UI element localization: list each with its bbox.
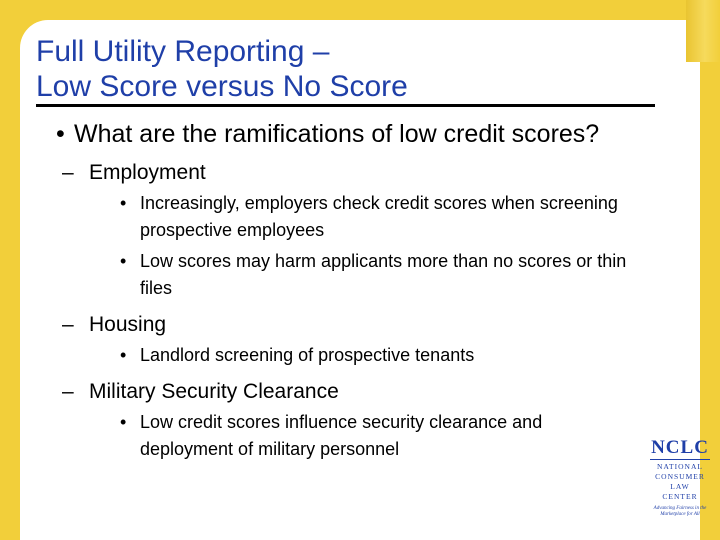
- slide-title: [36, 34, 656, 104]
- bullet-icon: •: [56, 120, 65, 148]
- section-heading: Housing: [89, 313, 167, 336]
- section-military: [62, 379, 646, 405]
- logo-line: NATIONAL: [657, 462, 703, 471]
- dash-icon: –: [62, 380, 74, 403]
- sub-bullet: [56, 409, 640, 463]
- nclc-logo: [644, 438, 716, 524]
- sub-bullet-text: Increasingly, employers check credit scores when screening prospective employees: [140, 193, 618, 240]
- main-bullet: [56, 119, 646, 150]
- sub-bullet-text: Low scores may harm applicants more than no scores or thin files: [140, 251, 627, 298]
- main-bullet-text: What are the ramifications of low credit scores?: [74, 120, 600, 148]
- title-line-2: Low Score versus No Score: [36, 70, 408, 103]
- slide-body: [56, 119, 646, 463]
- title-underline: [36, 104, 655, 107]
- sub-bullet: [56, 190, 640, 244]
- dash-icon: –: [62, 161, 74, 184]
- frame-corner-accent: [686, 0, 720, 62]
- sub-bullet-text: Low credit scores influence security clearance and deployment of military personnel: [140, 412, 543, 459]
- logo-tagline: Advancing Fairness in the Marketplace for All: [653, 506, 707, 517]
- bullet-icon: •: [120, 345, 127, 365]
- logo-line: CONSUMER: [655, 472, 705, 481]
- logo-divider: [650, 459, 710, 460]
- logo-line: CENTER: [662, 492, 698, 501]
- bullet-icon: •: [120, 412, 127, 432]
- sub-bullet: [56, 342, 640, 369]
- section-employment: [62, 160, 646, 186]
- sub-bullet: [56, 248, 640, 302]
- logo-line: LAW: [670, 482, 690, 491]
- section-heading: Military Security Clearance: [89, 380, 339, 403]
- section-heading: Employment: [89, 161, 206, 184]
- bullet-icon: •: [120, 251, 127, 271]
- dash-icon: –: [62, 313, 74, 336]
- title-line-1: Full Utility Reporting –: [36, 35, 330, 68]
- bullet-icon: •: [120, 193, 127, 213]
- logo-acronym: NCLC: [651, 437, 709, 458]
- section-housing: [62, 312, 646, 338]
- sub-bullet-text: Landlord screening of prospective tenants: [140, 345, 475, 365]
